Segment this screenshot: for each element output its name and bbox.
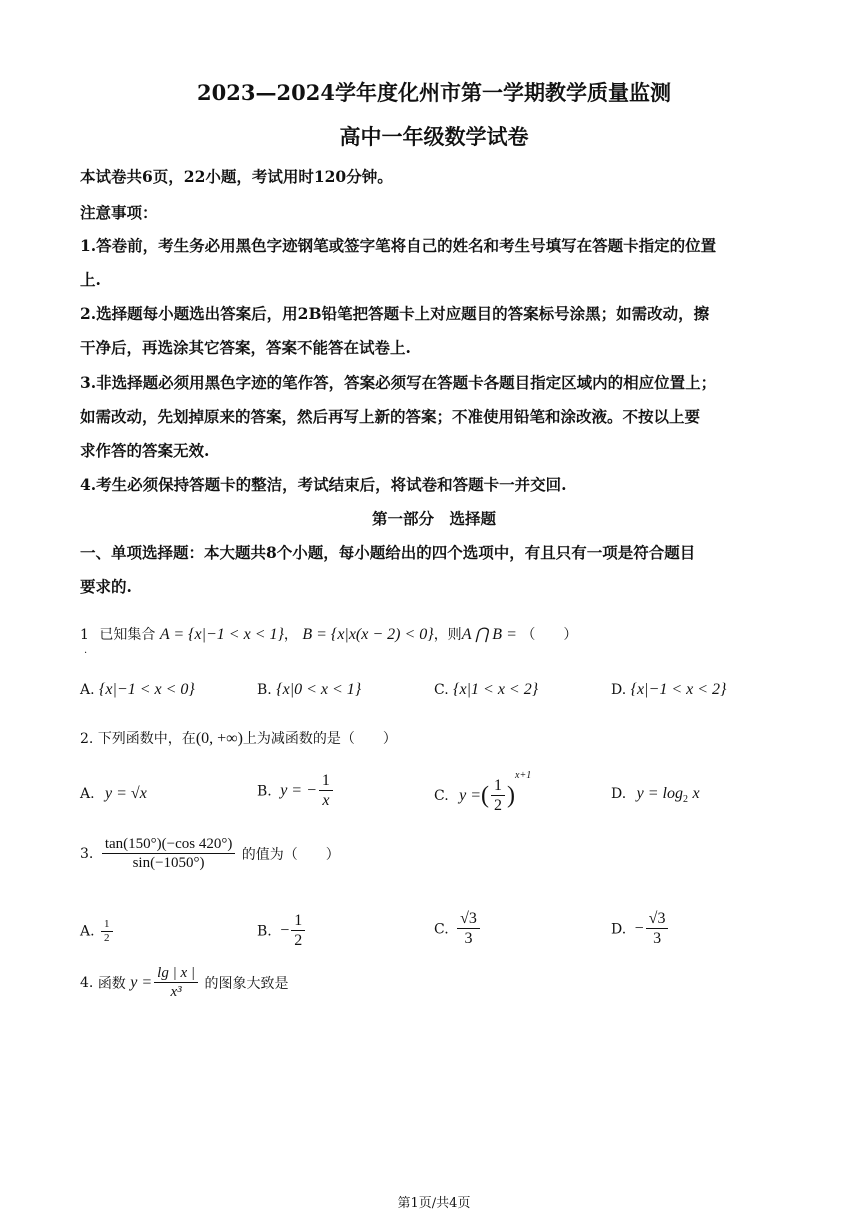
question-2 (80, 728, 397, 748)
option-text: {x|0 < x < 1} (276, 681, 362, 698)
q3-option-d (611, 910, 670, 949)
q1-option-c (434, 681, 538, 699)
log-argument: x (692, 785, 700, 802)
question-stem-suffix: 上为减函数的是（ ） (242, 731, 397, 747)
note-1-line-2: 上. (80, 270, 101, 289)
note-3-line-3: 求作答的答案无效. (80, 441, 210, 460)
option-lhs: y = − (280, 782, 317, 800)
option-text: {x|−1 < x < 0} (99, 681, 195, 698)
q3-option-c (434, 910, 482, 949)
fraction-denominator: x (322, 792, 330, 810)
question-3 (80, 836, 340, 872)
option-label: A. (80, 923, 95, 940)
q3-option-b (257, 912, 307, 951)
question-stem: 已知集合 (99, 627, 156, 643)
fraction-denominator: 3 (464, 930, 473, 948)
option-label: B. (257, 783, 272, 800)
notice-heading: 注意事项： (80, 203, 158, 222)
note-3-line-2: 如需改动，先划掉原来的答案，然后再写上新的答案；不准使用铅笔和涂改液。不按以上要 (80, 407, 701, 426)
function-lhs: y = (130, 974, 153, 992)
note-2-line-2: 干净后，再选涂其它答案，答案不能答在试卷上. (80, 338, 411, 357)
section-instructions-line-1: 一、单项选择题：本大题共8个小题，每小题给出的四个选项中，有且只有一项是符合题目 (80, 543, 696, 562)
option-label: D. (611, 682, 627, 698)
q1-option-d (611, 681, 726, 699)
part-title: 第一部分 选择题 (371, 509, 496, 528)
q2-option-d (611, 785, 700, 805)
fraction-numerator: 1 (101, 918, 113, 932)
fraction-numerator: lg | x | (154, 965, 198, 983)
q1-option-a (80, 681, 195, 699)
fraction-denominator: 2 (104, 931, 110, 944)
question-1 (80, 624, 577, 644)
q3-option-a (80, 918, 115, 945)
option-sign: − (634, 920, 644, 938)
section-instructions-line-2: 要求的. (80, 577, 132, 596)
set-b: B = {x|x(x − 2) < 0} (302, 626, 434, 643)
note-3-line-1: 3.非选择题必须用黑色字迹的笔作答，答案必须写在答题卡各题目指定区域内的相应位置上； (80, 373, 717, 392)
fraction-numerator: tan(150°)(−cos 420°) (102, 836, 236, 854)
set-a: A = {x|−1 < x < 1} (159, 626, 284, 643)
option-text: {x|−1 < x < 2} (630, 681, 727, 698)
fraction-denominator: 2 (294, 932, 303, 950)
option-sign: − (280, 922, 290, 940)
question-stem-suffix: 的图象大致是 (204, 976, 289, 993)
question-1-dot: . (84, 645, 88, 656)
note-4: 4.考生必须保持答题卡的整洁，考试结束后，将试卷和答题卡一并交回. (80, 475, 567, 494)
option-label: B. (257, 923, 272, 940)
option-label: C. (434, 682, 449, 698)
option-label: D. (611, 786, 627, 802)
q2-option-b (257, 772, 335, 811)
option-label: A. (80, 786, 95, 802)
fraction-numerator: 1 (291, 912, 305, 931)
exam-title: 2023—2024学年度化州市第一学期教学质量监测 (197, 80, 671, 105)
fraction-denominator: x³ (170, 984, 182, 1001)
q2-option-c: C. y =( $\frac{1}{2}$ )$^{x+1}$ (434, 770, 532, 815)
note-1-line-1: 1.答卷前，考生务必用黑色字迹钢笔或签字笔将自己的姓名和考生号填写在答题卡指定的位置 (80, 236, 717, 255)
option-text: {x|1 < x < 2} (453, 681, 539, 698)
exponent: x+1 (515, 770, 532, 781)
fraction-numerator: 1 (319, 772, 333, 791)
option-lhs: y = (459, 787, 482, 804)
stem-then: ，则 (433, 627, 462, 643)
q1-option-b (257, 681, 361, 699)
intersection-expr: A ⋂ B = (461, 626, 517, 643)
option-label: C. (434, 788, 449, 804)
answer-paren: （ ） (521, 627, 578, 643)
option-text: y = √x (105, 785, 147, 802)
question-number: 4. (80, 975, 94, 992)
fraction-numerator: 1 (491, 777, 505, 796)
interval: (0, +∞) (195, 730, 243, 747)
question-number: 2. (80, 731, 94, 747)
option-label: B. (257, 682, 272, 698)
option-label: C. (434, 921, 449, 938)
option-label: A. (80, 682, 95, 698)
question-number: 1 (80, 627, 89, 643)
page-footer: 第1页/共4页 (397, 1196, 471, 1211)
exam-summary: 本试卷共6页，22小题，考试用时120分钟。 (80, 167, 393, 186)
question-4 (80, 965, 288, 1001)
question-stem-suffix: 的值为（ ） (241, 847, 340, 864)
option-text: y = log (636, 785, 683, 802)
fraction-denominator: 2 (494, 797, 503, 815)
question-number: 3. (80, 846, 94, 863)
fraction-numerator: √3 (457, 910, 480, 929)
comma: ， (283, 627, 298, 643)
fraction-denominator: 3 (653, 930, 662, 948)
question-stem: 下列函数中，在 (97, 731, 196, 747)
option-label: D. (611, 921, 627, 938)
log-base: 2 (682, 793, 688, 805)
question-stem: 函数 (97, 976, 126, 993)
fraction-denominator: sin(−1050°) (132, 855, 205, 872)
exam-subtitle: 高中一年级数学试卷 (339, 124, 529, 149)
note-2-line-1: 2.选择题每小题选出答案后，用2B铅笔把答题卡上对应题目的答案标号涂黑；如需改动，擦 (80, 304, 710, 323)
fraction-numerator: √3 (646, 910, 669, 929)
q2-option-a (80, 785, 147, 803)
